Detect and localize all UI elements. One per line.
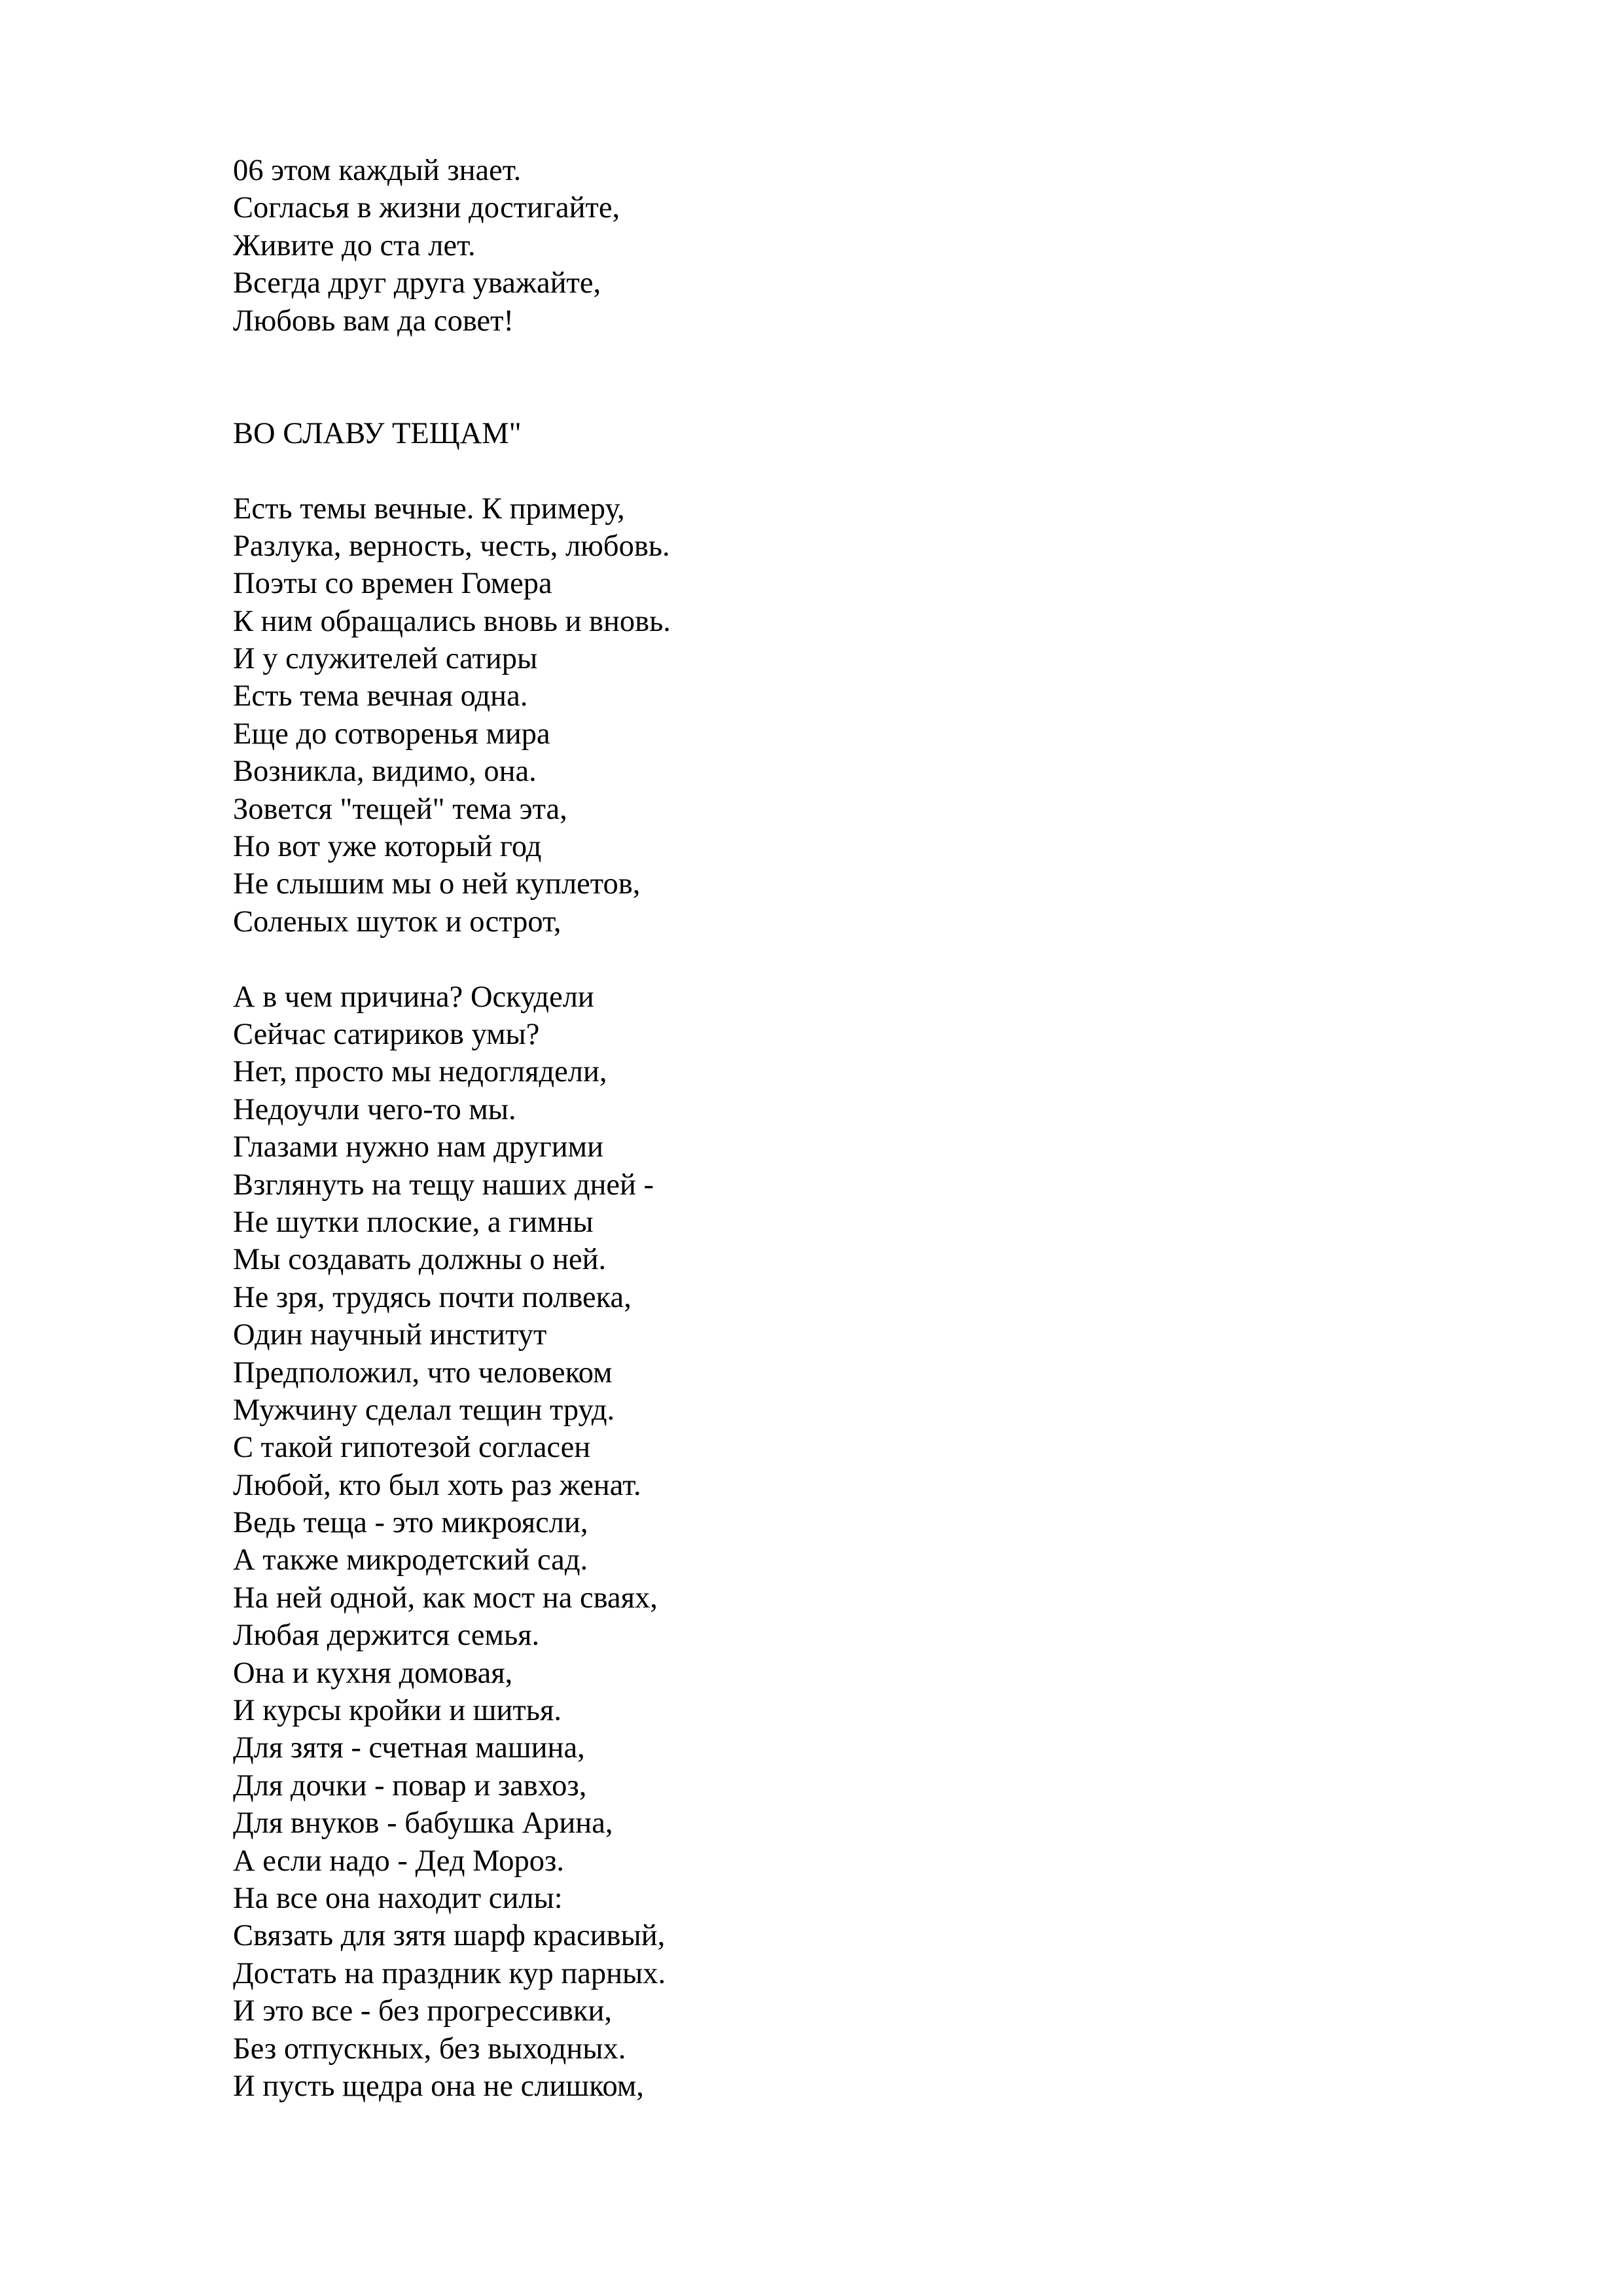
poem-text (233, 152, 1476, 2105)
verse-line: Недоучли чего-то мы. (233, 1092, 516, 1126)
verse-line: Мужчину сделал тещин труд. (233, 1393, 615, 1427)
verse-line: К ним обращались вновь и вновь. (233, 604, 671, 638)
verse-line: С такой гипотезой согласен (233, 1431, 591, 1465)
verse-line: 06 этом каждый знает. (233, 154, 522, 187)
verse-line: И у служителей сатиры (233, 642, 538, 676)
verse-line: И пусть щедра она не слишком, (233, 2069, 644, 2103)
verse-line: И это все - без прогрессивки, (233, 1994, 612, 2028)
stanza-1 (233, 490, 1476, 941)
verse-line: Связать для зятя шарф красивый, (233, 1919, 666, 1953)
verse-line: Но вот уже который год (233, 830, 542, 864)
verse-line: Всегда друг друга уважайте, (233, 266, 601, 300)
verse-line: Предположил, что человеком (233, 1355, 613, 1390)
verse-line: А если надо - Дед Мороз. (233, 1844, 565, 1878)
verse-line: Глазами нужно нам другими (233, 1130, 603, 1164)
verse-line: Есть темы вечные. К примеру, (233, 492, 625, 526)
poem-title: ВО СЛАВУ ТЕЩАМ" (233, 416, 522, 450)
verse-line: Для зятя - счетная машина, (233, 1731, 585, 1765)
verse-line: Не слышим мы о ней куплетов, (233, 867, 641, 901)
verse-line: Поэты со времен Гомера (233, 567, 552, 601)
verse-line: Возникла, видимо, она. (233, 755, 537, 789)
verse-line: А в чем причина? Оскудели (233, 980, 594, 1014)
verse-line: Ведь теща - это микроясли, (233, 1506, 588, 1540)
verse-line: Достать на праздник кур парных. (233, 1956, 666, 1990)
verse-line: Для внуков - бабушка Арина, (233, 1806, 613, 1840)
verse-line: Для дочки - повар и завхоз, (233, 1768, 587, 1803)
verse-line: Есть тема вечная одна. (233, 679, 528, 713)
verse-line: Еще до сотворенья мира (233, 717, 550, 751)
stanza-gap (233, 452, 1476, 490)
verse-opening (233, 152, 1476, 340)
verse-line: Не шутки плоские, а гимны (233, 1205, 594, 1239)
verse-line: Живите до ста лет. (233, 228, 476, 262)
verse-line: Сейчас сатириков умы? (233, 1018, 540, 1051)
verse-line: Без отпускных, без выходных. (233, 2032, 626, 2066)
verse-line: Разлука, верность, честь, любовь. (233, 529, 670, 563)
verse-line: Зовется "тещей" тема эта, (233, 792, 567, 826)
verse-line: Любой, кто был хоть раз женат. (233, 1468, 641, 1502)
verse-line: Мы создавать должны о ней. (233, 1243, 607, 1277)
verse-line: И курсы кройки и шитья. (233, 1694, 562, 1728)
verse-line: Любовь вам да совет! (233, 304, 514, 338)
verse-line: Соленых шуток и острот, (233, 905, 562, 939)
verse-line: Нет, просто мы недоглядели, (233, 1055, 607, 1089)
verse-line: Не зря, трудясь почти полвека, (233, 1280, 632, 1314)
stanza-2 (233, 978, 1476, 2106)
verse-line: Взглянуть на тещу наших дней - (233, 1168, 654, 1202)
stanza-gap (233, 941, 1476, 978)
verse-line: Любая держится семья. (233, 1619, 540, 1653)
section-gap (233, 340, 1476, 415)
verse-line: Согласья в жизни достигайте, (233, 191, 620, 225)
verse-line: Один научный институт (233, 1318, 547, 1352)
verse-line: А также микродетский сад. (233, 1543, 588, 1577)
verse-line: На все она находит силы: (233, 1881, 563, 1915)
verse-line: Она и кухня домовая, (233, 1656, 513, 1690)
verse-line: На ней одной, как мост на сваях, (233, 1581, 658, 1615)
